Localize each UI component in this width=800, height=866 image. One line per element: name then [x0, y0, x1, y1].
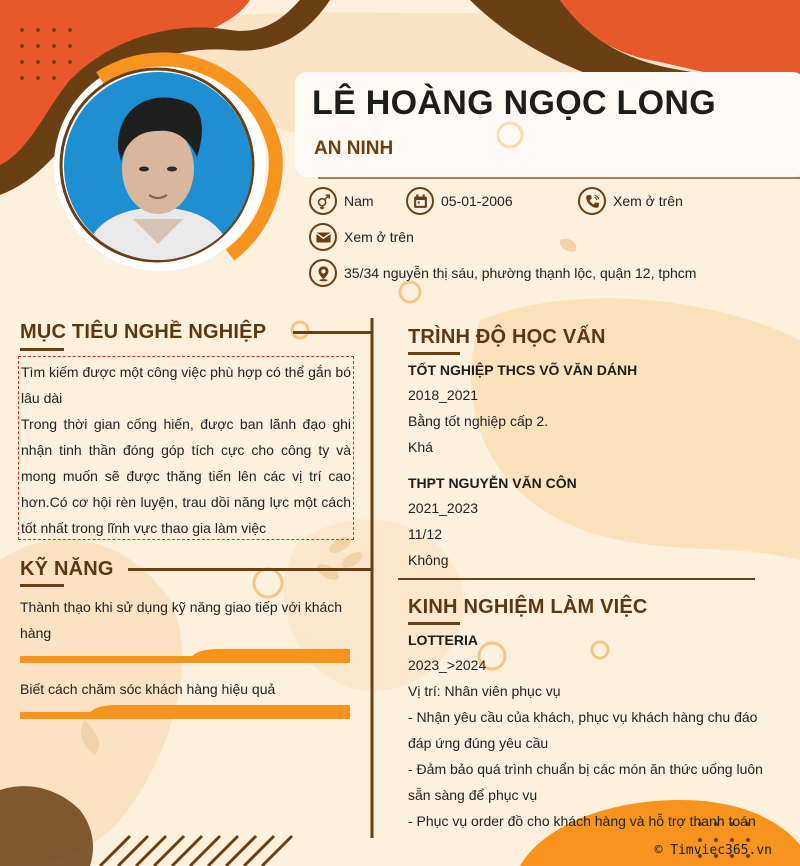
objective-paragraph-2: Trong thời gian cống hiến, được ban lãnh đạo ghi nhận tinh thần đóng góp tích cực cho công ty và mong muốn sẽ được thăng tiến lên các vị trí cao hơn.Có cơ hội rèn luyện, trau dồi năng lực một cách tốt nhất trong lĩnh vực thao gia làm việc	[21, 416, 351, 536]
skills-underline	[20, 584, 64, 587]
gender-row	[309, 187, 374, 215]
profile-photo	[61, 69, 255, 263]
objective-paragraph-1: Tìm kiếm được một công việc phù hợp có thể gắn bó lâu dài	[21, 364, 351, 406]
experience-duty: - Đảm bảo quá trình chuẩn bị các món ăn thức uống luôn sẵn sàng để phục vụ	[408, 761, 763, 803]
address-value: 35/34 nguyễn thị sáu, phường thạnh lộc, quận 12, tphcm	[344, 265, 697, 281]
gender-icon	[309, 187, 337, 215]
education-grade: Không	[408, 552, 449, 568]
education-underline	[408, 352, 460, 355]
education-degree: 11/12	[408, 526, 442, 542]
experience-duty: - Nhận yêu cầu của khách, phục vụ khách hàng chu đáo đáp ứng đúng yêu cầu	[408, 709, 758, 751]
location-pin-icon	[309, 259, 337, 287]
phone-icon	[578, 187, 606, 215]
email-value: Xem ở trên	[344, 229, 414, 245]
education-item-2	[408, 475, 778, 573]
education-degree: Bằng tốt nghiệp cấp 2.	[408, 413, 549, 429]
objective-underline	[20, 348, 64, 351]
skill-bar-1	[20, 649, 350, 664]
skill-item-2: Biết cách chăm sóc khách hàng hiệu quả	[20, 681, 276, 697]
education-title: TRÌNH ĐỘ HỌC VẤN	[408, 326, 606, 348]
watermark: © Timviec365.vn	[654, 843, 772, 858]
experience-role: Vị trí: Nhân viên phục vụ	[408, 683, 561, 699]
skills-title: KỸ NĂNG	[20, 558, 114, 580]
candidate-name: LÊ HOÀNG NGỌC LONG	[312, 84, 716, 122]
experience-company: LOTTERIA	[408, 632, 478, 648]
objective-title: MỤC TIÊU NGHỀ NGHIỆP	[20, 321, 267, 343]
skill-item-1: Thành thạo khi sử dụng kỹ năng giao tiếp với khách hàng	[20, 599, 343, 641]
objective-box	[18, 356, 354, 540]
education-time: 2021_2023	[408, 500, 479, 516]
education-grade: Khá	[408, 439, 433, 455]
phone-value: Xem ở trên	[613, 193, 683, 209]
birthday-value: 05-01-2006	[441, 193, 513, 209]
experience-duty: - Phục vụ order đồ cho khách hàng và hỗ trợ thanh toán	[408, 813, 756, 829]
skills-rule	[128, 568, 373, 571]
experience-item	[408, 632, 768, 834]
address-row	[309, 259, 696, 287]
gender-value: Nam	[344, 193, 374, 209]
objective-rule	[293, 331, 373, 334]
birthday-row	[406, 187, 513, 215]
envelope-icon	[309, 223, 337, 251]
education-item-1	[408, 362, 778, 460]
desired-position: AN NINH	[314, 138, 394, 159]
education-school: TỐT NGHIỆP THCS VÕ VĂN DÁNH	[408, 362, 638, 378]
skill-bar-2	[20, 705, 350, 720]
email-row	[309, 223, 414, 251]
experience-time: 2023_>2024	[408, 657, 487, 673]
experience-underline	[408, 622, 460, 625]
calendar-icon	[406, 187, 434, 215]
education-time: 2018_2021	[408, 387, 479, 403]
phone-row	[578, 187, 683, 215]
education-school: THPT NGUYỄN VĂN CÔN	[408, 475, 577, 491]
experience-title: KINH NGHIỆM LÀM VIỆC	[408, 596, 648, 618]
